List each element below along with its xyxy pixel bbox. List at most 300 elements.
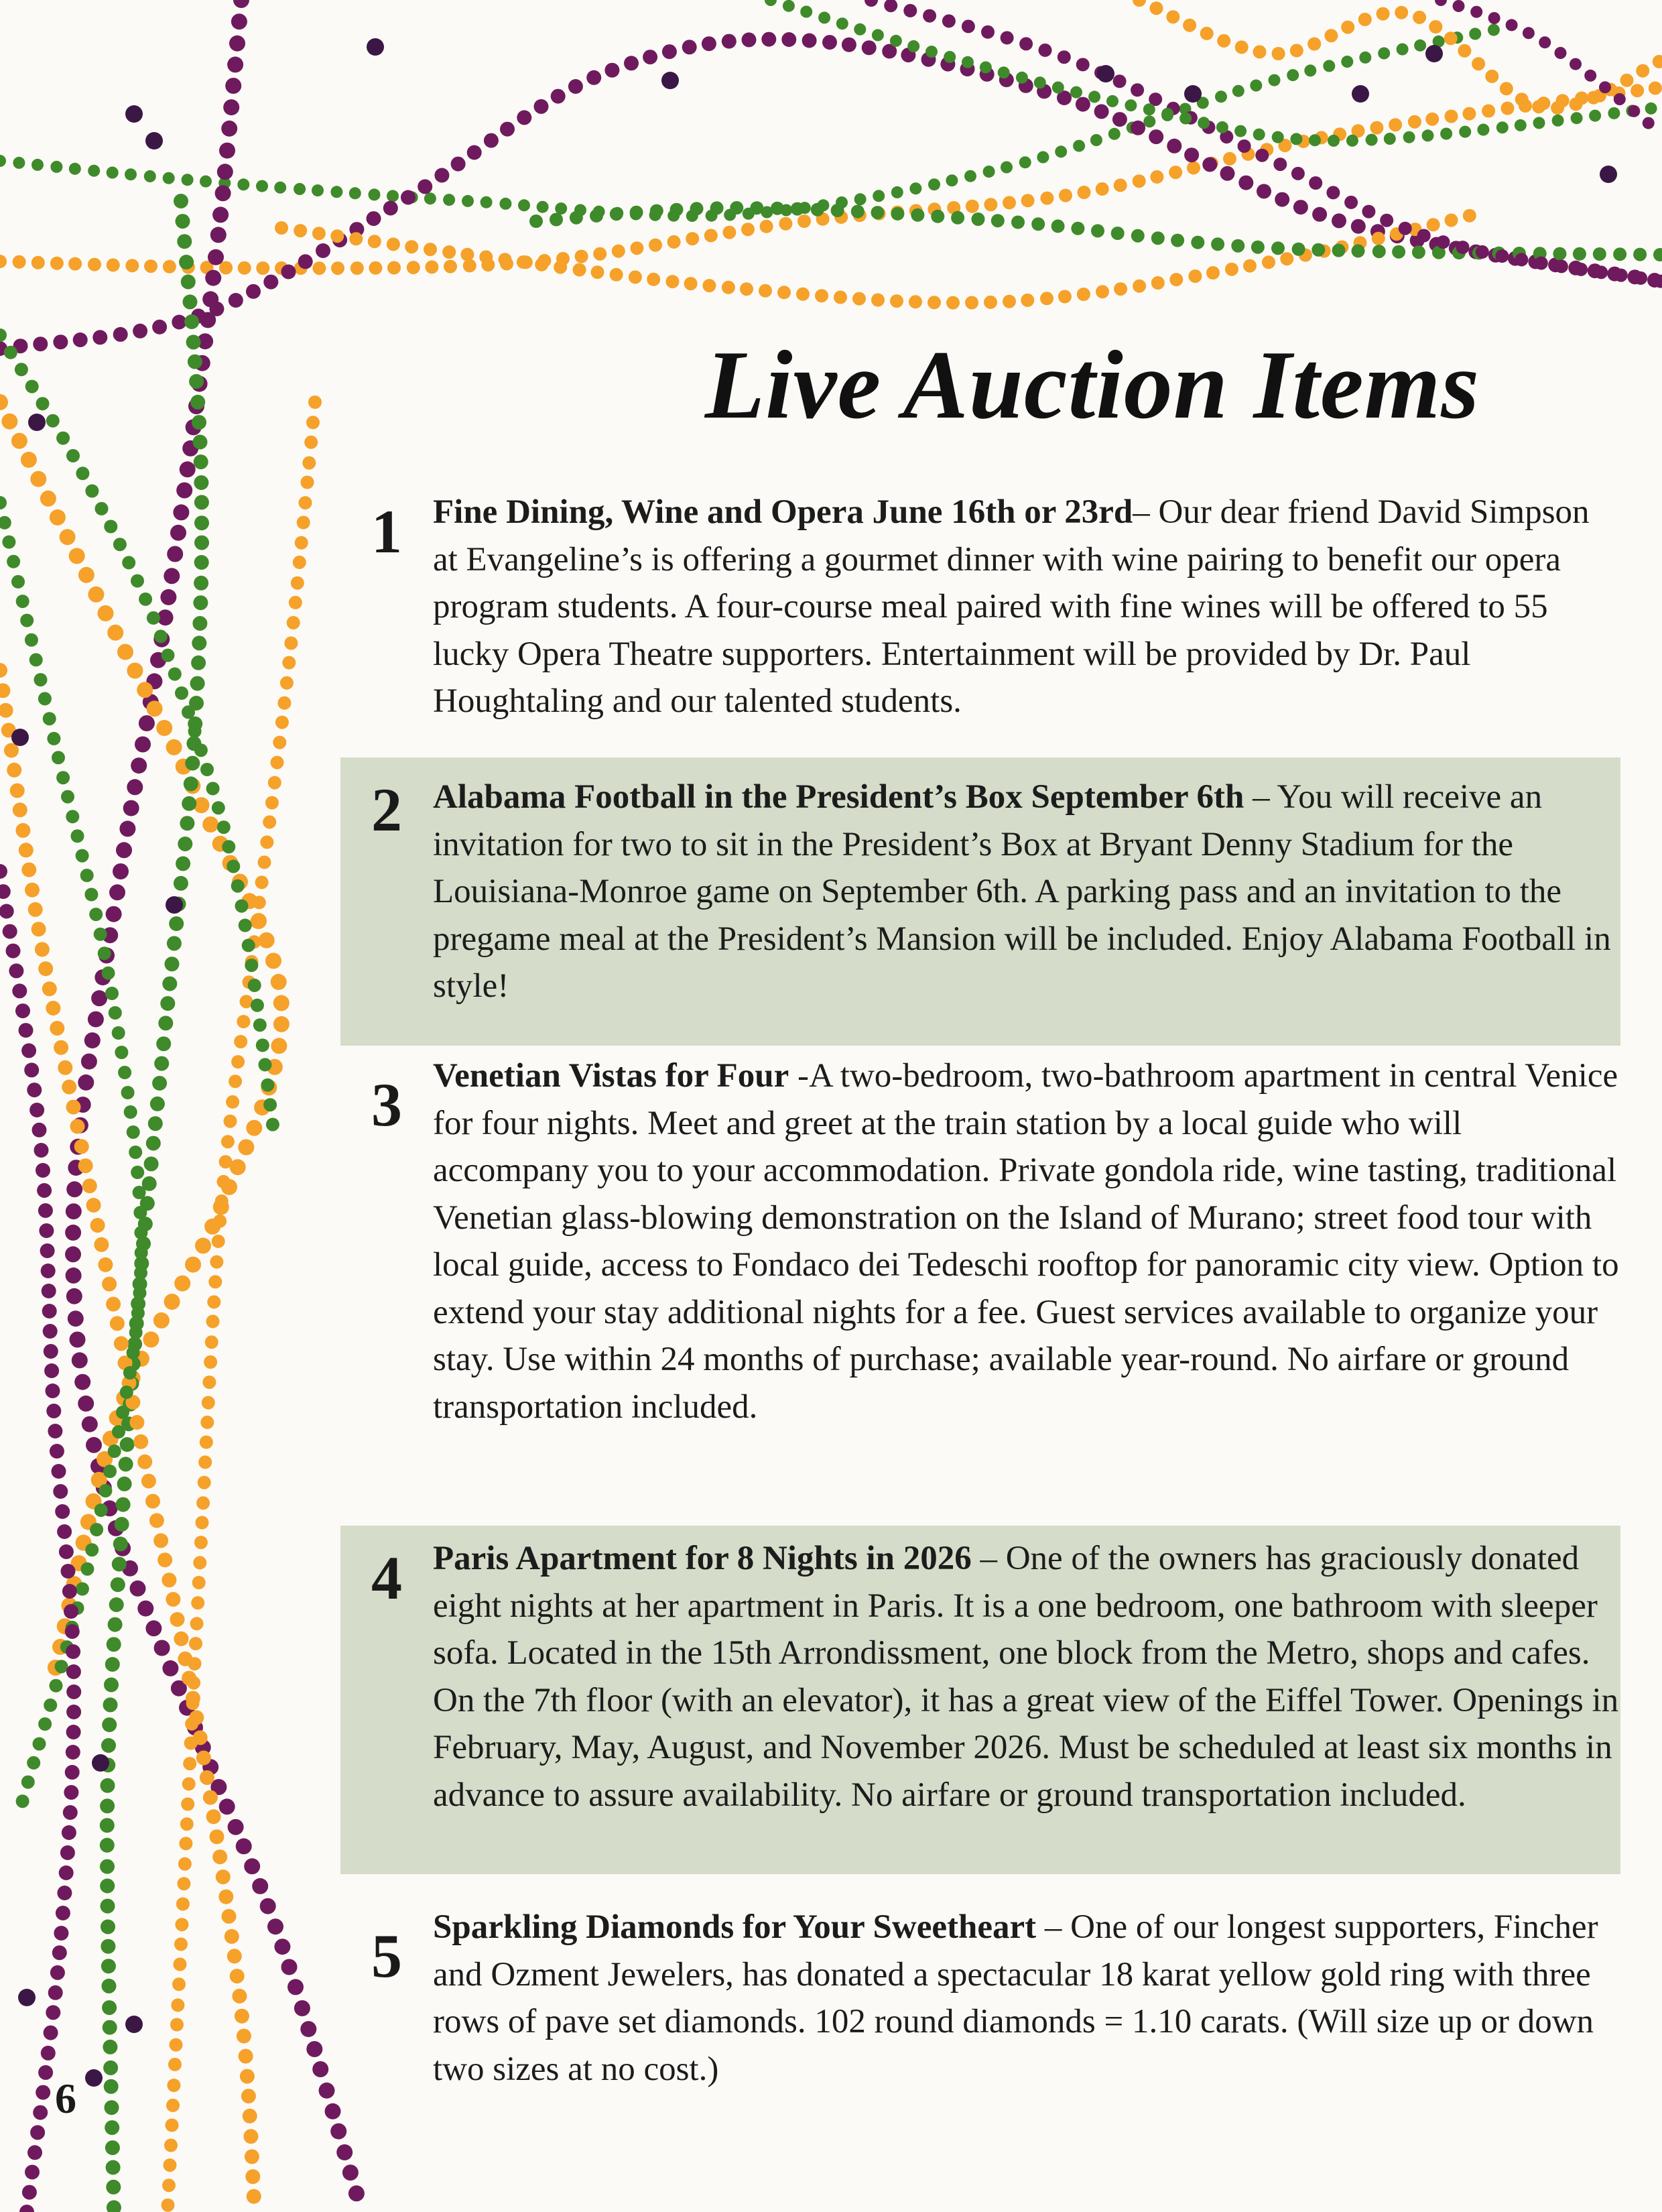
bead xyxy=(293,556,306,569)
bead xyxy=(219,143,235,159)
bead xyxy=(60,529,76,545)
bead xyxy=(141,1474,156,1489)
bead xyxy=(1034,76,1046,88)
bead xyxy=(106,1297,121,1312)
bead xyxy=(1040,192,1053,205)
bead xyxy=(983,166,995,178)
bead xyxy=(1620,74,1634,87)
bead xyxy=(306,2041,322,2057)
bead xyxy=(69,548,85,564)
bead xyxy=(144,170,156,182)
bead xyxy=(107,167,119,179)
bead xyxy=(1453,0,1465,12)
loose-bead xyxy=(85,2069,103,2087)
bead xyxy=(190,676,205,691)
bead xyxy=(568,79,583,94)
bead xyxy=(125,168,137,180)
bead xyxy=(219,1798,235,1815)
bead xyxy=(1112,112,1127,127)
bead xyxy=(102,1717,117,1732)
bead xyxy=(13,802,27,817)
bead xyxy=(65,1246,81,1262)
bead xyxy=(647,273,660,286)
bead xyxy=(0,864,7,879)
bead xyxy=(854,23,866,36)
bead xyxy=(215,1194,229,1208)
bead xyxy=(152,1076,167,1091)
bead xyxy=(66,1664,81,1679)
bead xyxy=(85,485,99,498)
bead xyxy=(722,281,735,294)
bead xyxy=(41,2046,56,2061)
bead xyxy=(928,178,940,190)
bead xyxy=(951,211,964,225)
bead xyxy=(166,739,182,755)
bead xyxy=(267,1918,283,1934)
bead xyxy=(1291,167,1305,180)
bead xyxy=(69,163,81,175)
bead xyxy=(312,227,326,240)
bead xyxy=(245,2169,260,2184)
bead xyxy=(148,1116,163,1131)
bead xyxy=(854,193,867,205)
bead xyxy=(59,1865,74,1880)
bead xyxy=(58,1060,72,1075)
bead xyxy=(162,2178,176,2192)
bead xyxy=(86,1198,101,1213)
bead xyxy=(20,614,34,627)
bead xyxy=(1341,56,1353,68)
bead xyxy=(890,35,902,47)
bead xyxy=(56,1906,70,1920)
bead xyxy=(246,1120,262,1136)
bead xyxy=(174,194,188,208)
bead xyxy=(194,555,209,570)
bead xyxy=(27,1083,42,1097)
bead xyxy=(1366,134,1378,146)
bead xyxy=(529,214,543,228)
bead xyxy=(166,2099,180,2112)
bead xyxy=(21,863,36,877)
loose-bead xyxy=(125,105,143,123)
bead xyxy=(1184,147,1199,162)
bead xyxy=(802,34,817,48)
bead xyxy=(1444,32,1458,45)
bead xyxy=(462,195,474,207)
bead xyxy=(119,1457,133,1471)
bead xyxy=(167,936,182,950)
bead xyxy=(181,275,196,290)
bead xyxy=(31,256,45,269)
bead xyxy=(942,14,956,27)
item-number: 2 xyxy=(371,776,402,844)
bead xyxy=(48,1424,62,1438)
item-description: A two-bedroom, two-bathroom apartment in central Venice for four nights. Meet and greet at the train station by a local guide who will accompany you to your accommodation. Private gondola ride, wine tasting, traditional Venetian glass-blowing demonstration on the Island of Murano; street food tour with local guide, access to Fondaco dei Tedeschi rooftop for panoramic city view. Option to extend your stay additional nights for a fee. Guest services available to organize your stay. Use within 24 months of purchase; available year-round. No airfare or ground transportation included. xyxy=(433,1057,1619,1426)
bead xyxy=(862,40,877,55)
bead xyxy=(194,536,209,550)
bead xyxy=(1271,241,1285,255)
bead xyxy=(55,1660,68,1673)
bead xyxy=(1151,276,1165,290)
bead xyxy=(196,1496,210,1510)
bead xyxy=(294,183,306,195)
loose-bead xyxy=(1600,166,1617,183)
bead xyxy=(43,712,56,725)
bead xyxy=(1594,265,1608,279)
bead xyxy=(330,186,342,198)
bead xyxy=(1328,135,1340,147)
bead xyxy=(27,2145,42,2160)
bead xyxy=(29,1103,44,1117)
bead xyxy=(166,2119,179,2132)
loose-bead xyxy=(28,414,46,431)
bead xyxy=(256,1038,269,1052)
bead xyxy=(219,1155,233,1168)
bead xyxy=(102,2000,117,2015)
bead xyxy=(248,979,261,992)
bead xyxy=(1293,200,1308,214)
bead xyxy=(163,260,176,273)
bead xyxy=(263,815,276,828)
bead xyxy=(981,25,995,39)
bead xyxy=(1198,117,1210,129)
bead xyxy=(1183,19,1196,32)
bead xyxy=(925,46,938,58)
bead xyxy=(1614,269,1628,282)
bead xyxy=(16,595,29,608)
bead xyxy=(550,213,563,227)
bead xyxy=(1570,58,1582,70)
bead xyxy=(133,1206,147,1219)
bead xyxy=(94,1237,109,1252)
bead xyxy=(195,1237,211,1253)
bead xyxy=(208,249,224,265)
bead xyxy=(479,250,493,263)
bead xyxy=(1040,292,1053,305)
bead xyxy=(212,1849,227,1864)
bead xyxy=(387,261,401,275)
bead xyxy=(287,1979,304,1995)
bead xyxy=(50,1965,65,1980)
bead xyxy=(1071,222,1084,235)
bead xyxy=(15,363,28,376)
bead xyxy=(1459,126,1471,138)
bead xyxy=(1171,234,1184,247)
bead xyxy=(964,170,976,182)
bead xyxy=(268,776,281,790)
bead xyxy=(274,182,286,194)
bead xyxy=(0,328,7,342)
bead xyxy=(418,179,432,194)
bead xyxy=(21,1776,35,1789)
bead xyxy=(178,837,192,851)
bead xyxy=(1076,97,1090,112)
bead xyxy=(108,1617,123,1632)
bead xyxy=(704,229,718,242)
bead xyxy=(1257,184,1271,198)
bead xyxy=(1422,129,1434,141)
bead xyxy=(740,282,753,296)
bead xyxy=(176,483,192,499)
bead xyxy=(164,1294,180,1310)
bead xyxy=(115,1046,128,1059)
bead xyxy=(1272,47,1285,60)
bead xyxy=(109,1006,122,1020)
bead xyxy=(56,771,70,784)
bead xyxy=(1392,245,1405,259)
bead xyxy=(196,1516,209,1530)
bead xyxy=(189,374,204,389)
bead xyxy=(1234,125,1246,137)
bead xyxy=(86,1437,102,1453)
bead xyxy=(22,2185,37,2200)
bead xyxy=(0,663,7,678)
bead xyxy=(101,1738,116,1753)
bead xyxy=(60,1845,75,1860)
bead xyxy=(702,36,716,51)
bead xyxy=(1021,194,1035,207)
bead xyxy=(30,2125,45,2140)
item-text xyxy=(433,489,1620,725)
bead xyxy=(66,1745,80,1760)
bead xyxy=(184,776,198,791)
bead xyxy=(1215,90,1227,103)
bead xyxy=(57,1524,72,1539)
bead xyxy=(196,1751,211,1766)
bead xyxy=(962,19,975,33)
bead xyxy=(1633,248,1647,261)
bead xyxy=(212,206,229,223)
bead xyxy=(1151,231,1165,245)
bead xyxy=(258,855,271,869)
bead xyxy=(424,192,436,204)
bead xyxy=(265,796,279,810)
bead xyxy=(281,265,296,280)
bead xyxy=(1280,252,1293,265)
bead xyxy=(1225,263,1238,276)
bead xyxy=(946,174,958,186)
bead xyxy=(1096,285,1109,298)
bead xyxy=(742,32,757,47)
bead xyxy=(686,232,699,245)
bead xyxy=(123,1366,137,1379)
bead xyxy=(66,1288,82,1304)
bead xyxy=(1653,248,1662,261)
bead xyxy=(1143,115,1155,127)
loose-bead xyxy=(1097,65,1114,82)
bead xyxy=(10,784,25,798)
bead xyxy=(230,1969,245,1983)
bead xyxy=(53,334,68,349)
bead xyxy=(1462,107,1476,121)
bead xyxy=(224,1115,237,1128)
bead xyxy=(200,763,214,776)
bead xyxy=(74,1374,90,1390)
bead xyxy=(134,1226,147,1239)
item-title: Fine Dining, Wine and Opera June 16th or 23rd xyxy=(433,493,1133,531)
bead xyxy=(1573,247,1586,261)
item-separator: – xyxy=(1133,493,1159,531)
bead xyxy=(1427,218,1440,231)
bead xyxy=(1634,271,1647,285)
bead xyxy=(94,1503,108,1517)
bead xyxy=(1169,273,1183,286)
bead xyxy=(1324,29,1338,42)
bead xyxy=(1488,24,1500,36)
bead xyxy=(212,801,225,814)
bead xyxy=(212,1235,225,1248)
bead xyxy=(36,2085,50,2100)
bead xyxy=(299,496,312,509)
bead xyxy=(903,4,917,17)
bead xyxy=(66,1684,81,1699)
bead xyxy=(145,1620,162,1636)
bead xyxy=(499,253,512,266)
bead xyxy=(312,2061,328,2077)
bead xyxy=(1,414,17,430)
bead xyxy=(1587,91,1600,105)
bead xyxy=(145,1494,160,1509)
bead xyxy=(143,1331,159,1347)
bead xyxy=(205,270,221,286)
bead xyxy=(107,1637,121,1652)
bead xyxy=(144,1156,159,1171)
bead xyxy=(189,1637,202,1650)
bead xyxy=(154,1056,169,1071)
bead xyxy=(100,1879,115,1894)
bead xyxy=(518,199,530,211)
bead xyxy=(1290,133,1302,145)
bead xyxy=(852,292,866,306)
bead xyxy=(570,211,583,225)
bead xyxy=(1571,112,1583,124)
bead xyxy=(1593,247,1606,261)
item-number: 1 xyxy=(371,497,402,566)
loose-bead xyxy=(166,896,183,914)
bead xyxy=(1150,170,1163,184)
bead xyxy=(131,757,147,774)
bead xyxy=(127,1125,140,1139)
bead xyxy=(223,99,239,115)
bead xyxy=(15,823,30,838)
bead xyxy=(30,471,46,487)
bead xyxy=(1096,182,1109,196)
bead xyxy=(972,212,985,226)
bead xyxy=(205,1335,218,1349)
bead xyxy=(158,1016,173,1030)
bead xyxy=(319,2083,335,2099)
bead xyxy=(1425,113,1439,126)
bead xyxy=(259,932,275,948)
bead xyxy=(551,89,566,104)
bead xyxy=(1235,40,1249,54)
bead xyxy=(180,1817,194,1831)
bead xyxy=(133,1286,147,1300)
auction-item-2 xyxy=(340,757,1620,1046)
bead xyxy=(1413,11,1426,24)
bead xyxy=(200,1770,214,1785)
bead xyxy=(68,1310,84,1327)
bead xyxy=(179,255,194,269)
bead xyxy=(89,908,103,921)
bead xyxy=(107,625,123,641)
bead xyxy=(50,509,66,526)
bead xyxy=(66,1268,82,1284)
bead xyxy=(182,174,194,186)
bead xyxy=(54,1926,68,1941)
bead xyxy=(194,515,209,530)
bead xyxy=(575,250,588,263)
bead xyxy=(991,214,1005,227)
bead xyxy=(82,1416,98,1432)
bead xyxy=(59,1544,74,1559)
bead xyxy=(25,633,38,647)
bead xyxy=(174,1938,188,1951)
bead xyxy=(33,2105,48,2120)
bead xyxy=(236,1838,252,1854)
bead xyxy=(243,2109,257,2124)
bead xyxy=(424,243,437,256)
bead xyxy=(1220,166,1235,181)
bead xyxy=(349,187,361,199)
bead xyxy=(164,2158,177,2172)
bead xyxy=(434,168,449,183)
bead xyxy=(0,516,11,530)
auction-item-3 xyxy=(340,1052,1620,1495)
bead xyxy=(42,1284,56,1298)
bead xyxy=(68,257,82,271)
bead xyxy=(129,1326,143,1339)
bead xyxy=(295,536,308,550)
bead xyxy=(1001,31,1014,44)
bead xyxy=(330,229,344,243)
bead xyxy=(66,1181,82,1197)
bead xyxy=(499,198,511,210)
bead xyxy=(176,1898,190,1911)
bead xyxy=(34,1143,49,1158)
bead xyxy=(25,2165,40,2180)
bead xyxy=(239,2049,253,2064)
bead xyxy=(1133,280,1146,293)
bead xyxy=(1535,257,1548,270)
bead xyxy=(962,56,974,68)
bead xyxy=(1001,162,1013,174)
bead xyxy=(35,942,50,957)
bead xyxy=(190,1617,204,1630)
bead xyxy=(80,1562,94,1576)
bead xyxy=(842,38,856,52)
bead xyxy=(260,835,273,849)
bead xyxy=(252,1878,268,1894)
bead xyxy=(890,294,903,308)
bead xyxy=(1131,229,1145,243)
bead xyxy=(46,1384,60,1398)
bead xyxy=(1094,104,1109,119)
bead xyxy=(383,201,398,216)
bead xyxy=(193,595,208,610)
bead xyxy=(535,258,548,271)
bead xyxy=(1589,110,1601,122)
bead xyxy=(149,1513,164,1528)
bead xyxy=(1272,131,1284,143)
bead xyxy=(106,906,122,922)
bead xyxy=(88,258,101,271)
bead xyxy=(1417,229,1431,243)
bead xyxy=(1362,205,1375,219)
bead xyxy=(573,263,586,277)
bead xyxy=(1613,247,1626,261)
bead xyxy=(117,644,133,660)
